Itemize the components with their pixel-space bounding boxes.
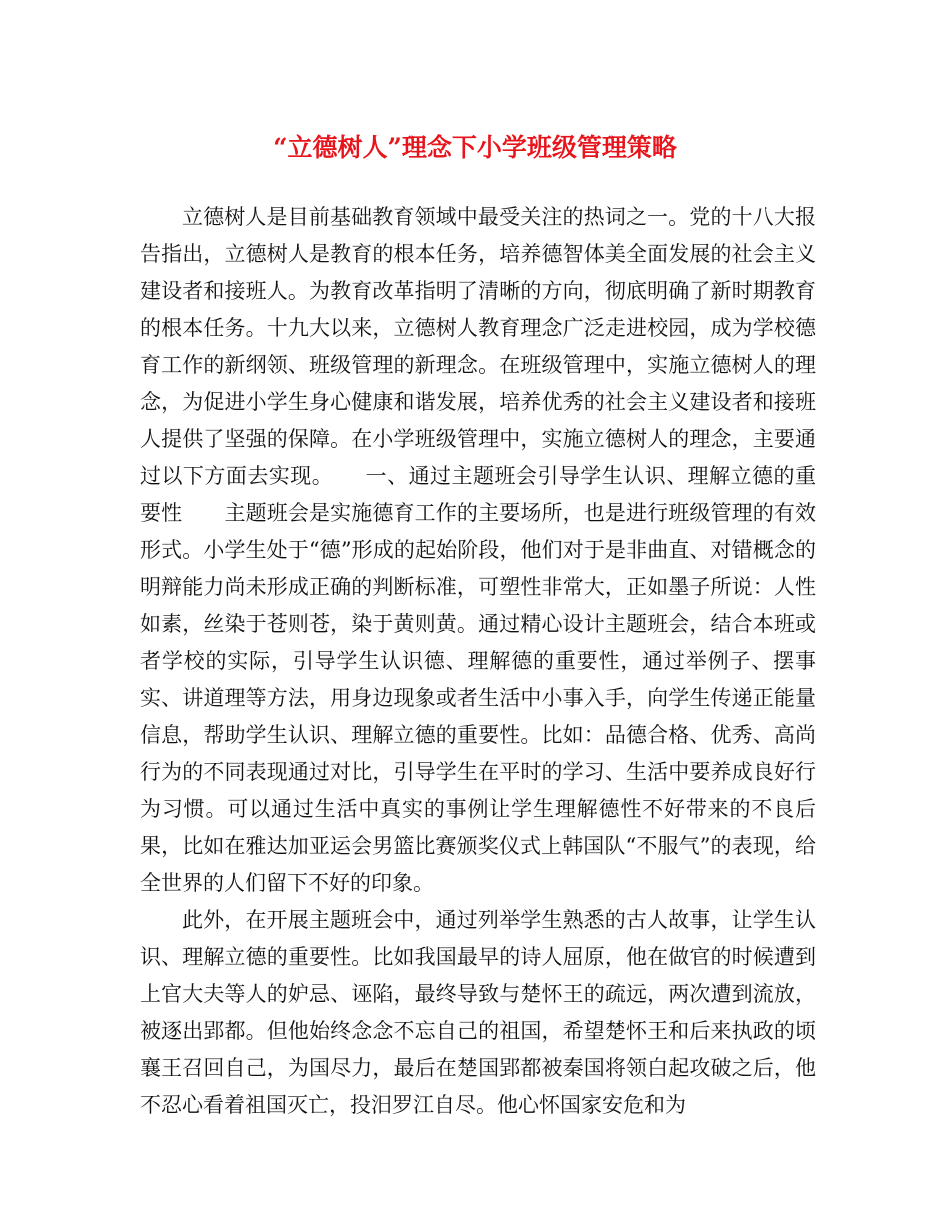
paragraph-2: 此外，在开展主题班会中，通过列举学生熟悉的古人故事，让学生认识、理解立德的重要性。比如我国最早的诗人屈原，他在做官的时候遭到上官大夫等人的妒忌、诬陷，最终导致与楚怀王的疏远，两次遭到流放，被逐出郢都。但他始终念念不忘自己的祖国，希望楚怀王和后来执政的顷襄王召回自己，为国尽力，最后在楚国郢都被秦国将领白起攻破之后，他不忍心看着祖国灭亡，投汨罗江自尽。他心怀国家安危和为: [140, 908, 816, 1117]
paragraph-1: 立德树人是目前基础教育领域中最受关注的热词之一。党的十八大报告指出，立德树人是教育的根本任务，培养德智体美全面发展的社会主义建设者和接班人。为教育改革指明了清晰的方向，彻底明确了新时期教育的根本任务。十九大以来，立德树人教育理念广泛走进校园，成为学校德育工作的新纲领、班级管理的新理念。在班级管理中，实施立德树人的理念，为促进小学生身心健康和谐发展，培养优秀的社会主义建设者和接班人提供了坚强的保障。在小学班级管理中，实施立德树人的理念，主要通过以下方面去实现。 一、通过主题班会引导学生认识、理解立德的重要性 主题班会是实施德育工作的主要场所，也是进行班级管理的有效形式。小学生处于“德”形成的起始阶段，他们对于是非曲直、对错概念的明辩能力尚未形成正确的判断标准，可塑性非常大，正如墨子所说：人性如素，丝染于苍则苍，染于黄则黄。通过精心设计主题班会，结合本班或者学校的实际，引导学生认识德、理解德的重要性，通过举例子、摆事实、讲道理等方法，用身边现象或者生活中小事入手，向学生传递正能量信息，帮助学生认识、理解立德的重要性。比如：品德合格、优秀、高尚行为的不同表现通过对比，引导学生在平时的学习、生活中要养成良好行为习惯。可以通过生活中真实的事例让学生理解德性不好带来的不良后果，比如在雅达加亚运会男篮比赛颁奖仪式上韩国队“不服气”的表现，给全世界的人们留下不好的印象。: [140, 205, 816, 895]
document-body: [140, 199, 816, 1124]
document-title: “立德树人”理念下小学班级管理策略: [273, 133, 677, 162]
